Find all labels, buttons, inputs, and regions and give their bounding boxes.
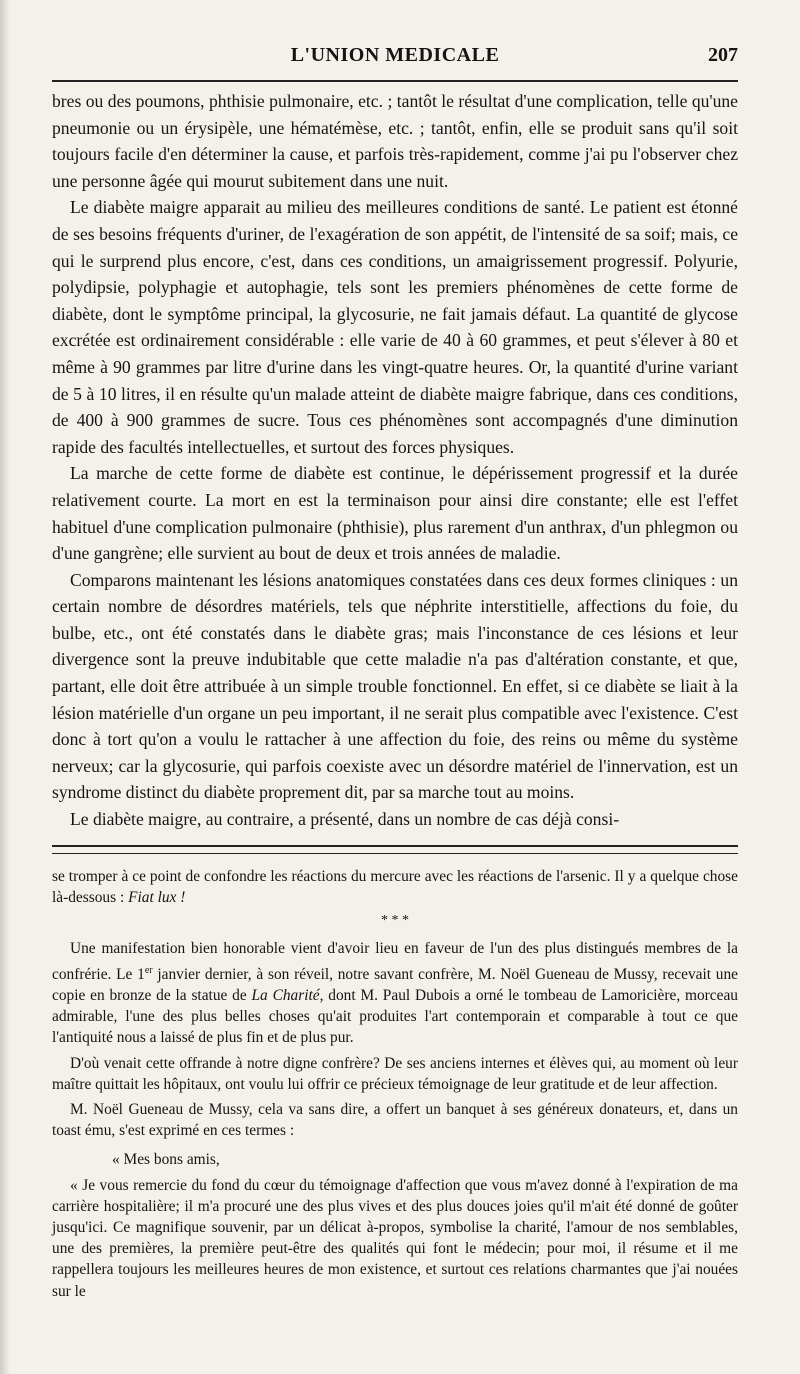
running-header xyxy=(52,44,738,72)
paragraph-diabete-maigre: Le diabète maigre apparait au milieu des meilleures conditions de santé. Le patient est étonné de ses besoins fréquents d'uriner, de l'exagération de son appétit, de l'intensité de sa soif; mais, ce qui le surprend plus encore, c'est, dans ces conditions, un amaigrissement progressif. Polyurie, polydipsie, polyphagie et autophagie, tels sont les premiers phénomènes de cette forme de diabète, dont le symptôme principal, la glycosurie, ne fait jamais défaut. La quantité de glycose excrétée est ordinairement considérable : elle varie de 40 à 60 grammes, et peut s'élever à 80 et même à 90 grammes par litre d'urine dans les vingt-quatre heures. Or, la quantité d'urine variant de 5 à 10 litres, il en résulte qu'un malade atteint de diabète maigre fabrique, dans ces conditions, de 400 à 900 grammes de sucre. Tous ces phénomènes sont accompagnés d'une diminution rapide des facultés intellectuelles, et surtout des forces physiques. xyxy=(52,197,738,457)
ordinal-superscript: er xyxy=(144,964,153,976)
manifestation-text-2: janvier dernier, à son réveil, notre savant confrère, M. Noël Gueneau de Mussy, recevait une copie en bronze de la statue de xyxy=(52,965,738,1004)
paragraph-marche: La marche de cette forme de diabète est continue, le dépérissement progressif et la durée relativement courte. La mort en est la terminaison pour ainsi dire constante; elle est l'effet habituel d'une complication pulmonaire (phthisie), plus rarement d'un anthrax, d'un phlegmon ou d'une gangrène; elle survient au bout de deux et trois années de maladie. xyxy=(52,463,738,564)
page-number: 207 xyxy=(708,44,738,66)
fiat-lux: Fiat lux ! xyxy=(128,889,186,907)
feuilleton-lead xyxy=(52,866,738,908)
paragraph-continuation: bres ou des poumons, phthisie pulmonaire, etc. ; tantôt le résultat d'une complication, telle qu'une pneumonie ou un érysipèle, une hématémèse, etc. ; tantôt, enfin, elle se produit sans qu'il soit toujours facile d'en déterminer la cause, et parfois très-rapidement, comme j'ai pu l'observer chez une personne âgée qui mourut subitement dans une nuit. xyxy=(52,91,738,191)
feuilleton-text xyxy=(52,866,738,1302)
manifestation-text-3: , dont M. Paul Dubois a orné le tombeau de Lamoricière, morceau admirable, l'une des plus belles choses qu'ait produites l'art contemporain et comparable à tout ce que l'antiquité nous a laissé de plus fin et de plus pur. xyxy=(52,986,738,1047)
asterism: * * * xyxy=(381,913,409,929)
toast-greeting: « Mes bons amis, xyxy=(112,1151,220,1169)
paragraph-offrande: D'où venait cette offrande à notre digne confrère? De ses anciens internes et élèves qui, au moment où leur maître quittait les hôpitaux, ont voulu lui offrir ce précieux témoignage de leur gratitude et de leur affection. xyxy=(52,1054,738,1093)
page-edge-shadow xyxy=(0,0,10,1374)
running-title: L'UNION MEDICALE xyxy=(290,44,500,66)
paragraph-banquet: M. Noël Gueneau de Mussy, cela va sans dire, a offert un banquet à ses généreux donateurs, et, dans un toast ému, s'est exprimé en ces termes : xyxy=(52,1100,738,1140)
paragraph-manifestation xyxy=(52,938,738,1048)
feuilleton-lead-text: se tromper à ce point de confondre les réactions du mercure avec les réactions de l'arsenic. Il y a quelque chose là-dessous : xyxy=(52,868,738,907)
main-text xyxy=(52,88,738,833)
paragraph-lesions: Comparons maintenant les lésions anatomiques constatées dans ces deux formes cliniques : un certain nombre de désordres matériels, tels que néphrite interstitielle, affections du foie, du bulbe, etc., ont été constatés dans le diabète gras; mais l'inconstance de ces lésions et leur divergence sont la preuve indubitable que cette maladie n'a pas d'altération constante, et que, partant, elle doit être attribuée à un simple trouble fonctionnel. En effet, si ce diabète se liait à la lésion matérielle d'un organe un peu important, il ne serait plus compatible avec l'existence. C'est donc à tort qu'on a voulu le rattacher à une affection du foie, des reins ou même du système nerveux; car la glycosurie, qui parfois coexiste avec un désordre matériel de l'innervation, est un syndrome distinct du diabète proprement dit, par sa marche tout au moins. xyxy=(52,569,738,803)
paragraph-diabete-maigre-cas: Le diabète maigre, au contraire, a présenté, dans un nombre de cas déjà consi- xyxy=(70,809,620,830)
section-separator xyxy=(52,845,738,854)
header-rule xyxy=(52,80,738,82)
manifestation-text-1: Une manifestation bien honorable vient d'avoir lieu en faveur de l'un des plus distingués membres de la confrérie. Le 1 xyxy=(52,940,738,983)
paragraph-toast: « Je vous remercie du fond du cœur du témoignage d'affection que vous m'avez donné à l'expiration de ma carrière hospitalière; il m'a procuré une des plus vives et des plus douces joies qu'il m'ait été donné de goûter jusqu'ici. Ce magnifique souvenir, par un délicat à-propos, symbolise la charité, l'amour de nos semblables, une des premières, la première peut-être des qualités qui font le médecin; pour moi, il résume et il me rappellera toujours les meilleures heures de mon existence, et surtout ces relations charmantes que j'ai nouées sur le xyxy=(52,1176,738,1300)
la-charite-title: La Charité xyxy=(251,986,320,1004)
